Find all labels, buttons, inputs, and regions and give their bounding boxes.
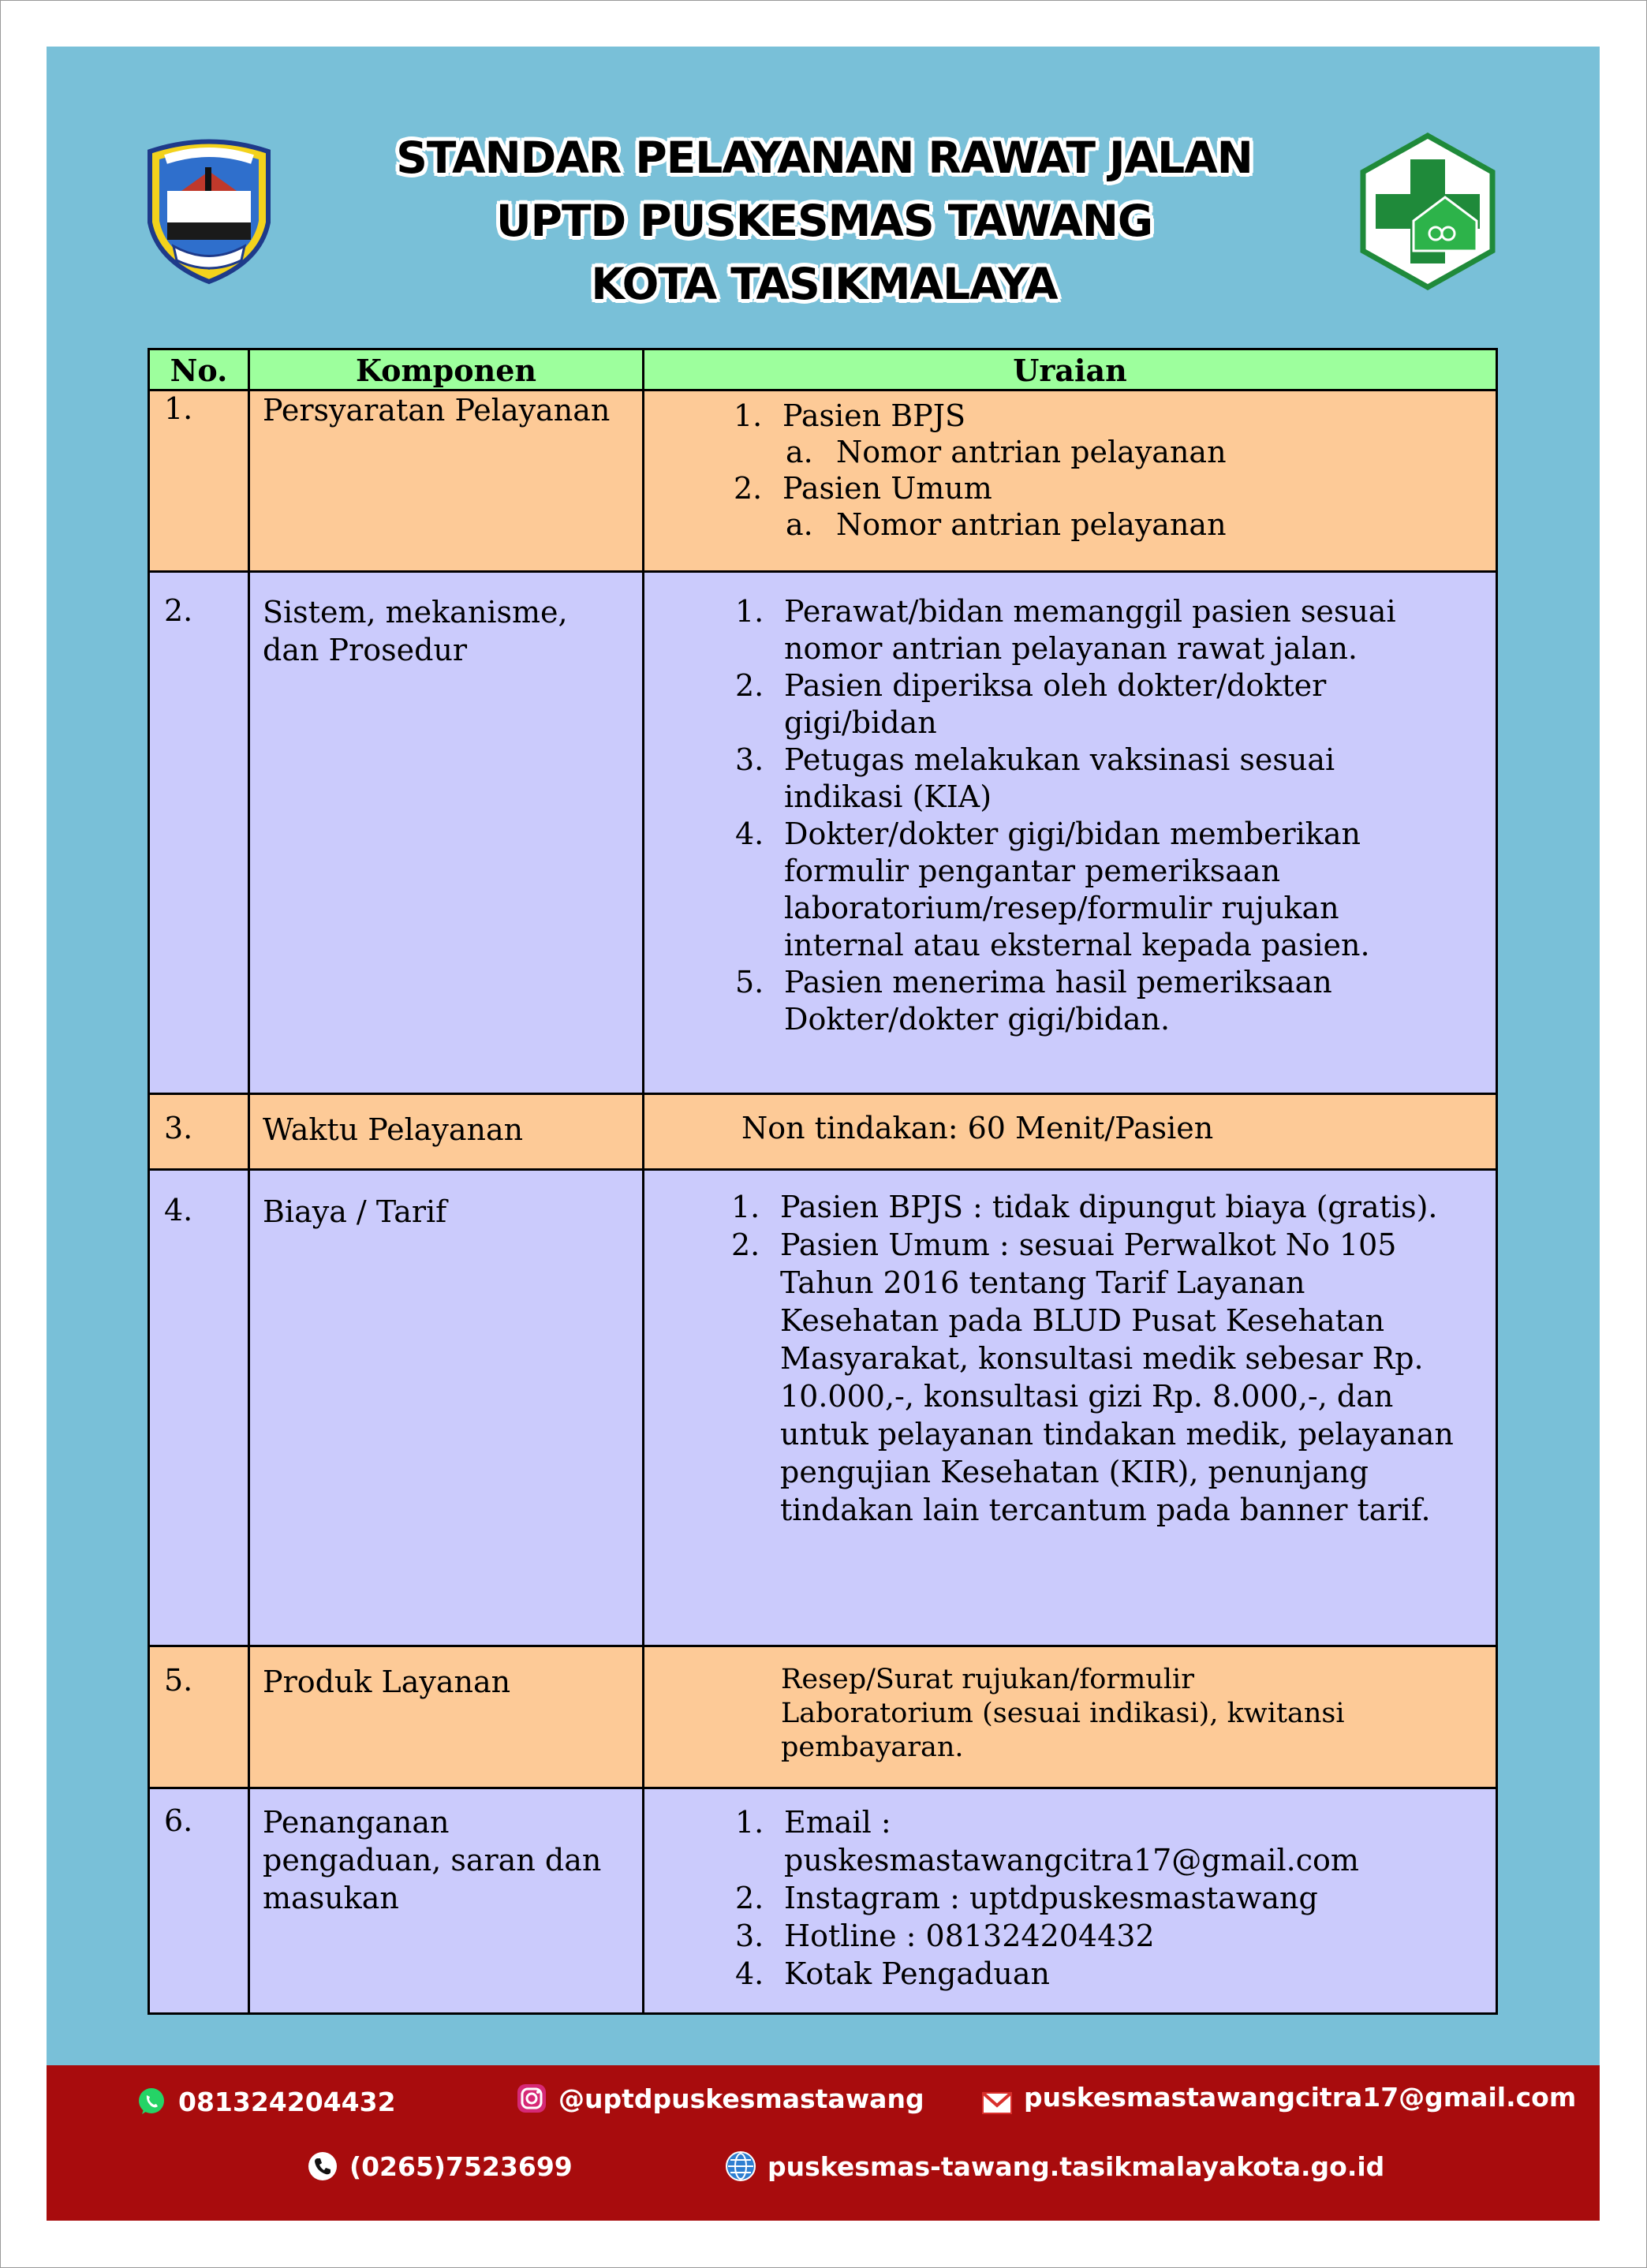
row-number: 6. <box>164 1803 193 1838</box>
row-komponen: Penanganan pengaduan, saran dan masukan <box>263 1805 602 1915</box>
row-uraian <box>734 398 1475 543</box>
footer-whatsapp[interactable] <box>136 2081 396 2122</box>
kota-tasikmalaya-emblem-icon <box>142 136 276 286</box>
row-uraian: Resep/Surat rujukan/formulir Laboratorium (sesuai indikasi), kwitansi pembayaran. <box>781 1664 1345 1763</box>
list-item: 4. Kotak Pengaduan <box>735 1956 1051 1991</box>
table-row <box>150 1171 1496 1647</box>
table-row <box>150 1789 1496 2012</box>
row-number: 5. <box>164 1663 193 1698</box>
footer-instagram-text: @uptdpuskesmastawang <box>558 2083 924 2114</box>
header-no: No. <box>170 353 228 388</box>
instagram-icon <box>516 2083 547 2114</box>
sub-list-item: a. Nomor antrian pelayanan <box>786 507 1227 542</box>
row-number: 2. <box>164 593 193 628</box>
row-komponen: Sistem, mekanisme, dan Prosedur <box>263 595 568 667</box>
title-line-2: UPTD PUSKESMAS TAWANG <box>495 196 1152 246</box>
list-item: 1. Pasien BPJS <box>734 398 965 433</box>
footer-email[interactable] <box>981 2076 1576 2117</box>
table-row <box>150 1095 1496 1171</box>
list-item: 5. Pasien menerima hasil pemeriksaan Dokter/dokter gigi/bidan. <box>735 965 1332 1037</box>
row-uraian <box>735 593 1445 1038</box>
row-number: 4. <box>164 1193 193 1227</box>
list-item: 3. Petugas melakukan vaksinasi sesuai indikasi (KIA) <box>735 742 1335 814</box>
list-item: 1. Perawat/bidan memanggil pasien sesuai nomor antrian pelayanan rawat jalan. <box>735 594 1396 666</box>
row-komponen: Persyaratan Pelayanan <box>263 393 611 428</box>
row-komponen: Waktu Pelayanan <box>263 1112 524 1147</box>
footer-website[interactable] <box>725 2146 1384 2187</box>
header-komponen: Komponen <box>355 353 537 388</box>
sub-list-item: a. Nomor antrian pelayanan <box>786 435 1227 469</box>
list-item: 2. Pasien Umum : sesuai Perwalkot No 105 Tahun 2016 tentang Tarif Layanan Kesehatan pada BLUD Pusat Kesehatan Masyarakat, konsultasi medik sebesar Rp. 10.000,-, konsultasi gizi Rp. 8.000,-, dan untuk pelayanan tindakan medik, pelayanan pengujian Kesehatan (KIR), penunjang tindakan lain tercantum pada banner tarif. <box>731 1227 1454 1527</box>
list-item: 2. Instagram : uptdpuskesmastawang <box>735 1881 1318 1915</box>
row-number: 3. <box>164 1111 193 1145</box>
phone-icon <box>307 2150 338 2182</box>
table-row <box>150 391 1496 573</box>
footer-instagram[interactable] <box>516 2078 924 2119</box>
standar-pelayanan-table <box>148 348 1498 2015</box>
header-uraian: Uraian <box>1013 353 1127 388</box>
whatsapp-icon <box>136 2086 167 2117</box>
footer-email-text: puskesmastawangcitra17@gmail.com <box>1024 2081 1577 2113</box>
table-row <box>150 573 1496 1095</box>
list-item: 1. Pasien BPJS : tidak dipungut biaya (gratis). <box>731 1190 1438 1224</box>
list-item: 3. Hotline : 081324204432 <box>735 1919 1155 1953</box>
title-line-3: KOTA TASIKMALAYA <box>591 259 1058 309</box>
list-item: 4. Dokter/dokter gigi/bidan memberikan formulir pengantar pemeriksaan laboratorium/resep/formulir rujukan internal atau eksternal kepada pasien. <box>735 816 1370 962</box>
row-number: 1. <box>164 391 193 426</box>
list-item: 1. Email : puskesmastawangcitra17@gmail.com <box>735 1805 1359 1878</box>
globe-icon <box>725 2150 756 2182</box>
page-title <box>316 126 1333 316</box>
row-uraian <box>731 1188 1469 1529</box>
row-komponen: Biaya / Tarif <box>263 1194 447 1229</box>
title-line-1: STANDAR PELAYANAN RAWAT JALAN <box>396 133 1253 183</box>
row-uraian: Non tindakan: 60 Menit/Pasien <box>741 1111 1214 1145</box>
contact-footer <box>47 2065 1600 2221</box>
table-row <box>150 1647 1496 1789</box>
footer-whatsapp-text: 081324204432 <box>178 2086 396 2117</box>
footer-phone[interactable] <box>307 2146 573 2187</box>
table-header-row <box>150 350 1496 391</box>
list-item: 2. Pasien diperiksa oleh dokter/dokter gigi/bidan <box>735 668 1327 740</box>
footer-phone-text: (0265)7523699 <box>349 2150 573 2182</box>
mail-icon <box>981 2087 1013 2118</box>
row-komponen: Produk Layanan <box>263 1665 511 1699</box>
puskesmas-logo-icon <box>1358 133 1497 290</box>
list-item: 2. Pasien Umum <box>734 471 992 506</box>
row-uraian <box>735 1803 1477 1993</box>
footer-website-text: puskesmas-tawang.tasikmalayakota.go.id <box>767 2150 1385 2182</box>
